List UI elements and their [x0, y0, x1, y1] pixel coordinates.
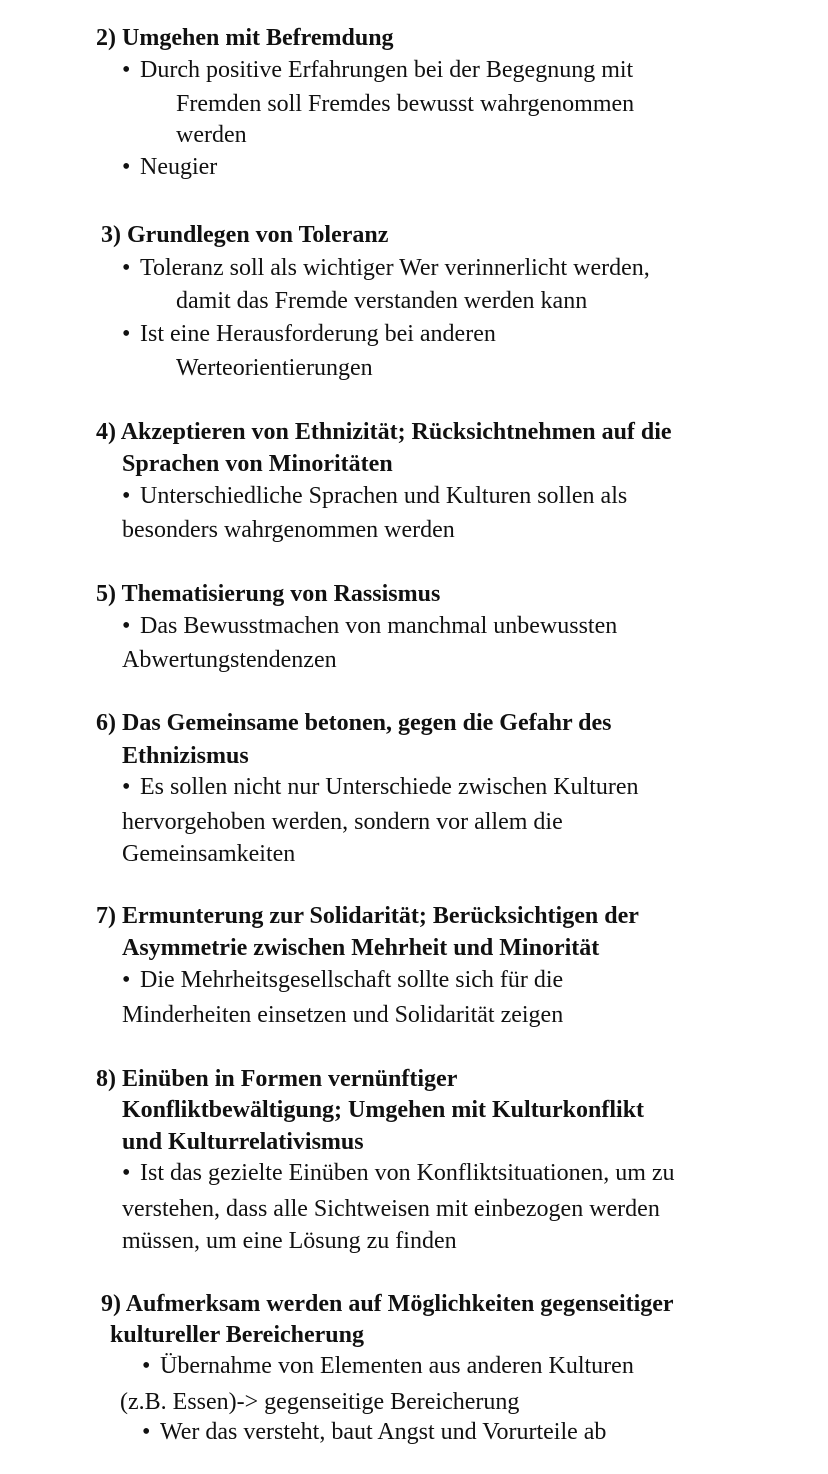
bullet-continuation: damit das Fremde verstanden werden kann	[176, 288, 588, 314]
section-title-continuation: Konfliktbewältigung; Umgehen mit Kulturkonflikt	[122, 1097, 645, 1123]
bullet-item: • Ist das gezielte Einüben von Konfliktsituationen, um zu	[122, 1157, 675, 1189]
section-title-continuation: Sprachen von Minoritäten	[122, 451, 393, 477]
bullet-item: • Übernahme von Elementen aus anderen Kulturen	[142, 1350, 634, 1382]
section-title-continuation: und Kulturrelativismus	[122, 1129, 364, 1155]
bullet-item: • Es sollen nicht nur Unterschiede zwischen Kulturen	[122, 771, 639, 803]
section-title: 4) Akzeptieren von Ethnizität; Rücksichtnehmen auf die	[96, 419, 672, 445]
bullet-item: • Wer das versteht, baut Angst und Vorurteile ab	[142, 1416, 606, 1448]
bullet-item: • Durch positive Erfahrungen bei der Begegnung mit	[122, 54, 633, 86]
bullet-continuation: Gemeinsamkeiten	[122, 841, 296, 867]
section-title: 8) Einüben in Formen vernünftiger	[96, 1066, 458, 1092]
section-title: 7) Ermunterung zur Solidarität; Berücksichtigen der	[96, 903, 639, 929]
section-title-continuation: Ethnizismus	[122, 743, 249, 769]
section-title: 5) Thematisierung von Rassismus	[96, 581, 441, 607]
section-title: 9) Aufmerksam werden auf Möglichkeiten gegenseitiger	[101, 1291, 674, 1317]
section-title: 6) Das Gemeinsame betonen, gegen die Gefahr des	[96, 710, 612, 736]
section-title: 2) Umgehen mit Befremdung	[96, 25, 394, 51]
bullet-continuation: Werteorientierungen	[176, 355, 373, 381]
bullet-item: • Neugier	[122, 151, 217, 183]
bullet-item: • Unterschiedliche Sprachen und Kulturen sollen als	[122, 480, 627, 512]
section-title: 3) Grundlegen von Toleranz	[101, 222, 389, 248]
bullet-continuation: besonders wahrgenommen werden	[122, 517, 455, 543]
section-title-continuation: Asymmetrie zwischen Mehrheit und Minorität	[122, 935, 600, 961]
bullet-continuation: Minderheiten einsetzen und Solidarität zeigen	[122, 1002, 564, 1028]
bullet-item: • Toleranz soll als wichtiger Wer verinnerlicht werden,	[122, 252, 650, 284]
bullet-item: • Die Mehrheitsgesellschaft sollte sich für die	[122, 964, 563, 996]
bullet-item: • Ist eine Herausforderung bei anderen	[122, 318, 496, 350]
bullet-continuation: hervorgehoben werden, sondern vor allem die	[122, 809, 563, 835]
bullet-continuation: Abwertungstendenzen	[122, 647, 337, 673]
bullet-continuation: müssen, um eine Lösung zu finden	[122, 1228, 457, 1254]
section-title-continuation: kultureller Bereicherung	[110, 1322, 364, 1348]
bullet-continuation: Fremden soll Fremdes bewusst wahrgenommen	[176, 91, 635, 117]
bullet-continuation: verstehen, dass alle Sichtweisen mit einbezogen werden	[122, 1196, 660, 1222]
bullet-continuation: (z.B. Essen)-> gegenseitige Bereicherung	[120, 1389, 520, 1415]
bullet-item: • Das Bewusstmachen von manchmal unbewussten	[122, 610, 617, 642]
bullet-continuation: werden	[176, 122, 247, 148]
